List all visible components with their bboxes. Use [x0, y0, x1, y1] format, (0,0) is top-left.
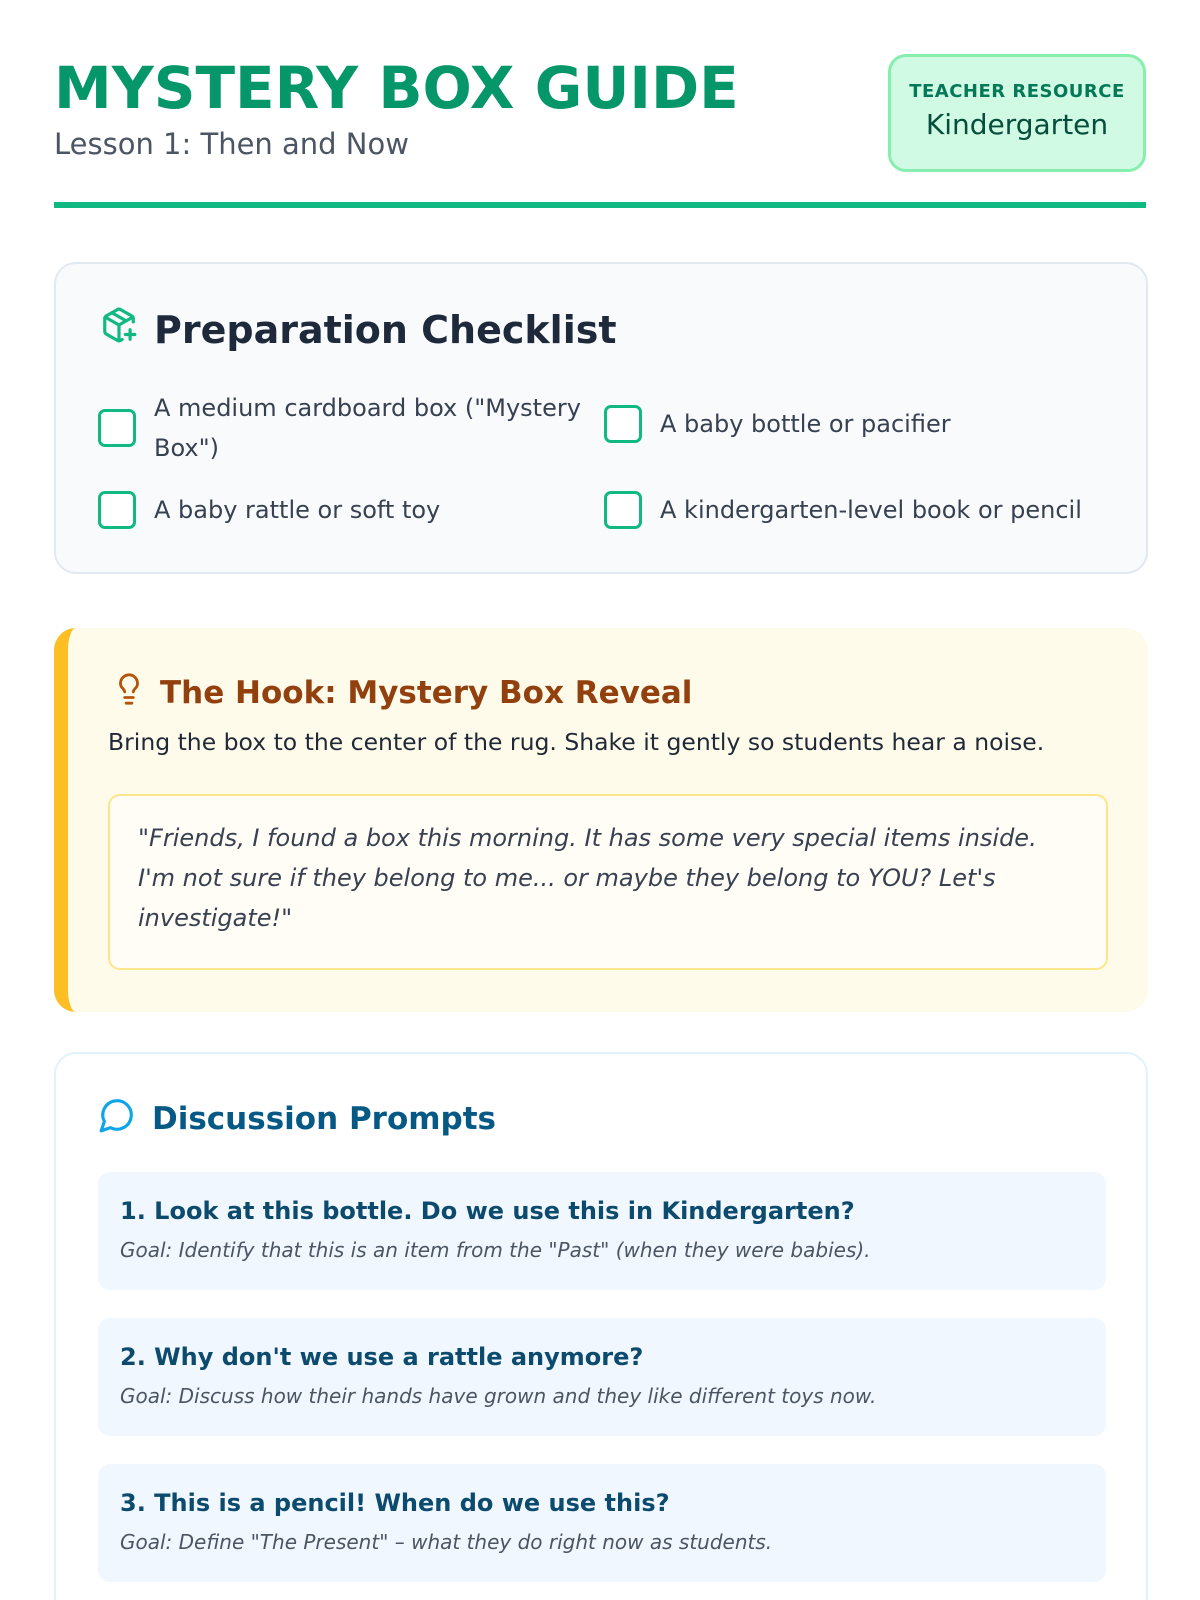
prompt-goal: Goal: Discuss how their hands have grown and they like different toys now. — [120, 1384, 877, 1408]
grade-badge — [888, 54, 1146, 172]
discussion-card — [54, 1052, 1148, 1600]
badge-label: TEACHER RESOURCE — [909, 81, 1125, 102]
checklist-heading-text: Preparation Checklist — [154, 307, 617, 352]
teacher-script-quote — [108, 794, 1108, 970]
page-title: MYSTERY BOX GUIDE — [54, 54, 739, 122]
discussion-heading — [98, 1096, 496, 1142]
checkbox[interactable] — [604, 405, 642, 443]
hook-card — [54, 628, 1148, 1012]
checklist-item[interactable] — [98, 388, 598, 468]
checklist-heading — [100, 306, 617, 353]
checkbox[interactable] — [98, 491, 136, 529]
discussion-prompt — [98, 1464, 1106, 1582]
discussion-prompt — [98, 1318, 1106, 1436]
prompt-question: 1. Look at this bottle. Do we use this in Kindergarten? — [120, 1197, 855, 1225]
discussion-prompt — [98, 1172, 1106, 1290]
quote-text: "Friends, I found a box this morning. It has some very special items inside. I'm not sure if they belong to me... or maybe they belong to YOU? Let's investigate!" — [138, 824, 1037, 932]
checkbox[interactable] — [98, 409, 136, 447]
hook-heading — [112, 670, 692, 716]
package-icon — [100, 306, 138, 353]
lightbulb-icon — [112, 670, 146, 716]
page-subtitle: Lesson 1: Then and Now — [54, 127, 409, 161]
checklist-item[interactable] — [604, 404, 1104, 444]
checklist-item-label: A baby rattle or soft toy — [154, 496, 441, 524]
hook-heading-text: The Hook: Mystery Box Reveal — [160, 675, 693, 711]
checkbox[interactable] — [604, 491, 642, 529]
badge-value: Kindergarten — [925, 108, 1109, 141]
prompt-question: 3. This is a pencil! When do we use this? — [120, 1489, 670, 1517]
checklist-card — [54, 262, 1148, 574]
discussion-heading-text: Discussion Prompts — [152, 1101, 497, 1137]
chat-bubble-icon — [98, 1096, 136, 1142]
prompt-goal: Goal: Identify that this is an item from the "Past" (when they were babies). — [120, 1238, 871, 1262]
checklist-item-label: A baby bottle or pacifier — [660, 410, 951, 438]
checklist-item[interactable] — [604, 490, 1124, 530]
prompt-question: 2. Why don't we use a rattle anymore? — [120, 1343, 644, 1371]
checklist-item-label: A kindergarten-level book or pencil — [660, 496, 1082, 524]
checklist-item[interactable] — [98, 490, 598, 530]
hook-instruction: Bring the box to the center of the rug. Shake it gently so students hear a noise. — [108, 728, 1045, 756]
checklist-item-label: A medium cardboard box ("Mystery Box") — [154, 394, 581, 462]
prompt-goal: Goal: Define "The Present" – what they do right now as students. — [120, 1530, 773, 1554]
header — [54, 0, 1146, 208]
